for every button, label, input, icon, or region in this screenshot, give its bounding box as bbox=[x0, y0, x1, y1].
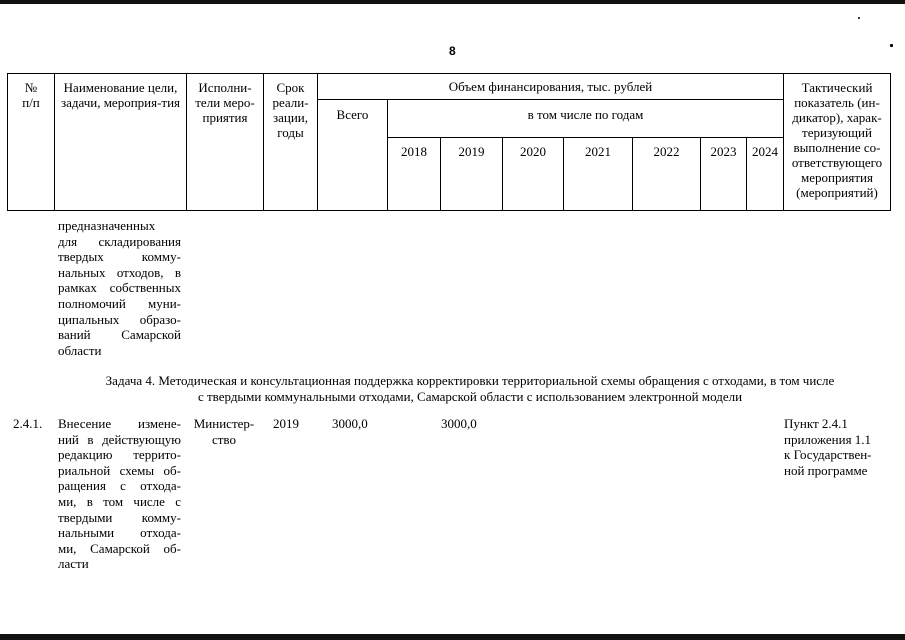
text-line: приложения 1.1 bbox=[784, 431, 872, 447]
row-2019-value: 3000,0 bbox=[441, 416, 477, 431]
col-name-header: Наименование цели, задачи, мероприя-тия bbox=[60, 80, 181, 110]
text-line: области bbox=[58, 342, 102, 358]
year-header-2019: 2019 bbox=[458, 144, 485, 159]
row-executor bbox=[188, 416, 260, 447]
col-financing-header: Объем финансирования, тыс. рублей bbox=[448, 79, 653, 94]
text-line: Министер- bbox=[193, 416, 255, 431]
row-term: 2019 bbox=[273, 416, 299, 431]
text-line: ной программе bbox=[784, 462, 868, 478]
year-header-2020: 2020 bbox=[520, 144, 546, 159]
row-indicator bbox=[784, 416, 900, 478]
col-term-header: Срок реали-зации, годы bbox=[272, 80, 309, 140]
row-total: 3000,0 bbox=[332, 416, 368, 431]
bottom-border bbox=[0, 634, 905, 640]
text-line: Пункт 2.4.1 bbox=[784, 416, 848, 431]
text-line: редакцию террито- bbox=[58, 447, 181, 463]
task-heading-line: Задача 4. Методическая и консультационная поддержка корректировки территориальной схемы обращения с отходами, в том числе bbox=[105, 373, 835, 388]
top-border bbox=[0, 0, 905, 4]
text-line: твердых комму- bbox=[58, 249, 181, 265]
scan-speck bbox=[858, 17, 860, 19]
continuation-text bbox=[58, 218, 181, 358]
page-number: 8 bbox=[449, 44, 456, 58]
scan-speck bbox=[890, 44, 893, 47]
task-heading-line: с твердыми коммунальными отходами, Самарской области с использованием электронной модели bbox=[197, 388, 743, 404]
text-line: предназначенных bbox=[58, 218, 156, 233]
text-line: ваний Самарской bbox=[58, 327, 181, 343]
col-number-header: № п/п bbox=[22, 80, 40, 110]
text-line: ство bbox=[211, 431, 236, 447]
text-line: рамках собственных bbox=[58, 280, 181, 296]
text-line: полномочий муни- bbox=[58, 295, 181, 311]
row-number: 2.4.1. bbox=[13, 416, 43, 431]
text-line: твердыми комму- bbox=[58, 509, 181, 525]
year-header-2022: 2022 bbox=[653, 144, 680, 159]
text-line: нальными отхода- bbox=[58, 525, 181, 541]
row-name bbox=[58, 416, 181, 572]
financing-table-header bbox=[7, 73, 891, 211]
text-line: нальных отходов, в bbox=[58, 264, 181, 280]
col-executor-header: Исполни-тели меро-приятия bbox=[195, 80, 255, 125]
year-header-2018: 2018 bbox=[401, 144, 427, 159]
year-header-2023: 2023 bbox=[710, 144, 737, 159]
text-line: ний в действующую bbox=[58, 431, 181, 447]
year-header-2021: 2021 bbox=[585, 144, 611, 159]
text-line: к Государствен- bbox=[784, 447, 872, 463]
text-line: ращения с отхода- bbox=[58, 478, 181, 494]
text-line: для складирования bbox=[58, 233, 181, 249]
text-line: риальной схемы об- bbox=[58, 462, 181, 478]
col-by-years-header: в том числе по годам bbox=[527, 107, 644, 122]
text-line: ципальных образо- bbox=[58, 311, 181, 327]
text-line: ласти bbox=[58, 556, 89, 572]
text-line: ми, в том числе с bbox=[58, 493, 181, 509]
task-heading bbox=[40, 373, 900, 404]
col-indicator-header: Тактический показатель (ин-дикатор), харак-теризующий выполнение со-ответствующего мероприятия (мероприятий) bbox=[791, 80, 883, 200]
col-total-header: Всего bbox=[336, 107, 369, 122]
year-header-2024: 2024 bbox=[752, 144, 778, 159]
text-line: ми, Самарской об- bbox=[58, 540, 181, 556]
text-line: Внесение измене- bbox=[58, 416, 181, 431]
